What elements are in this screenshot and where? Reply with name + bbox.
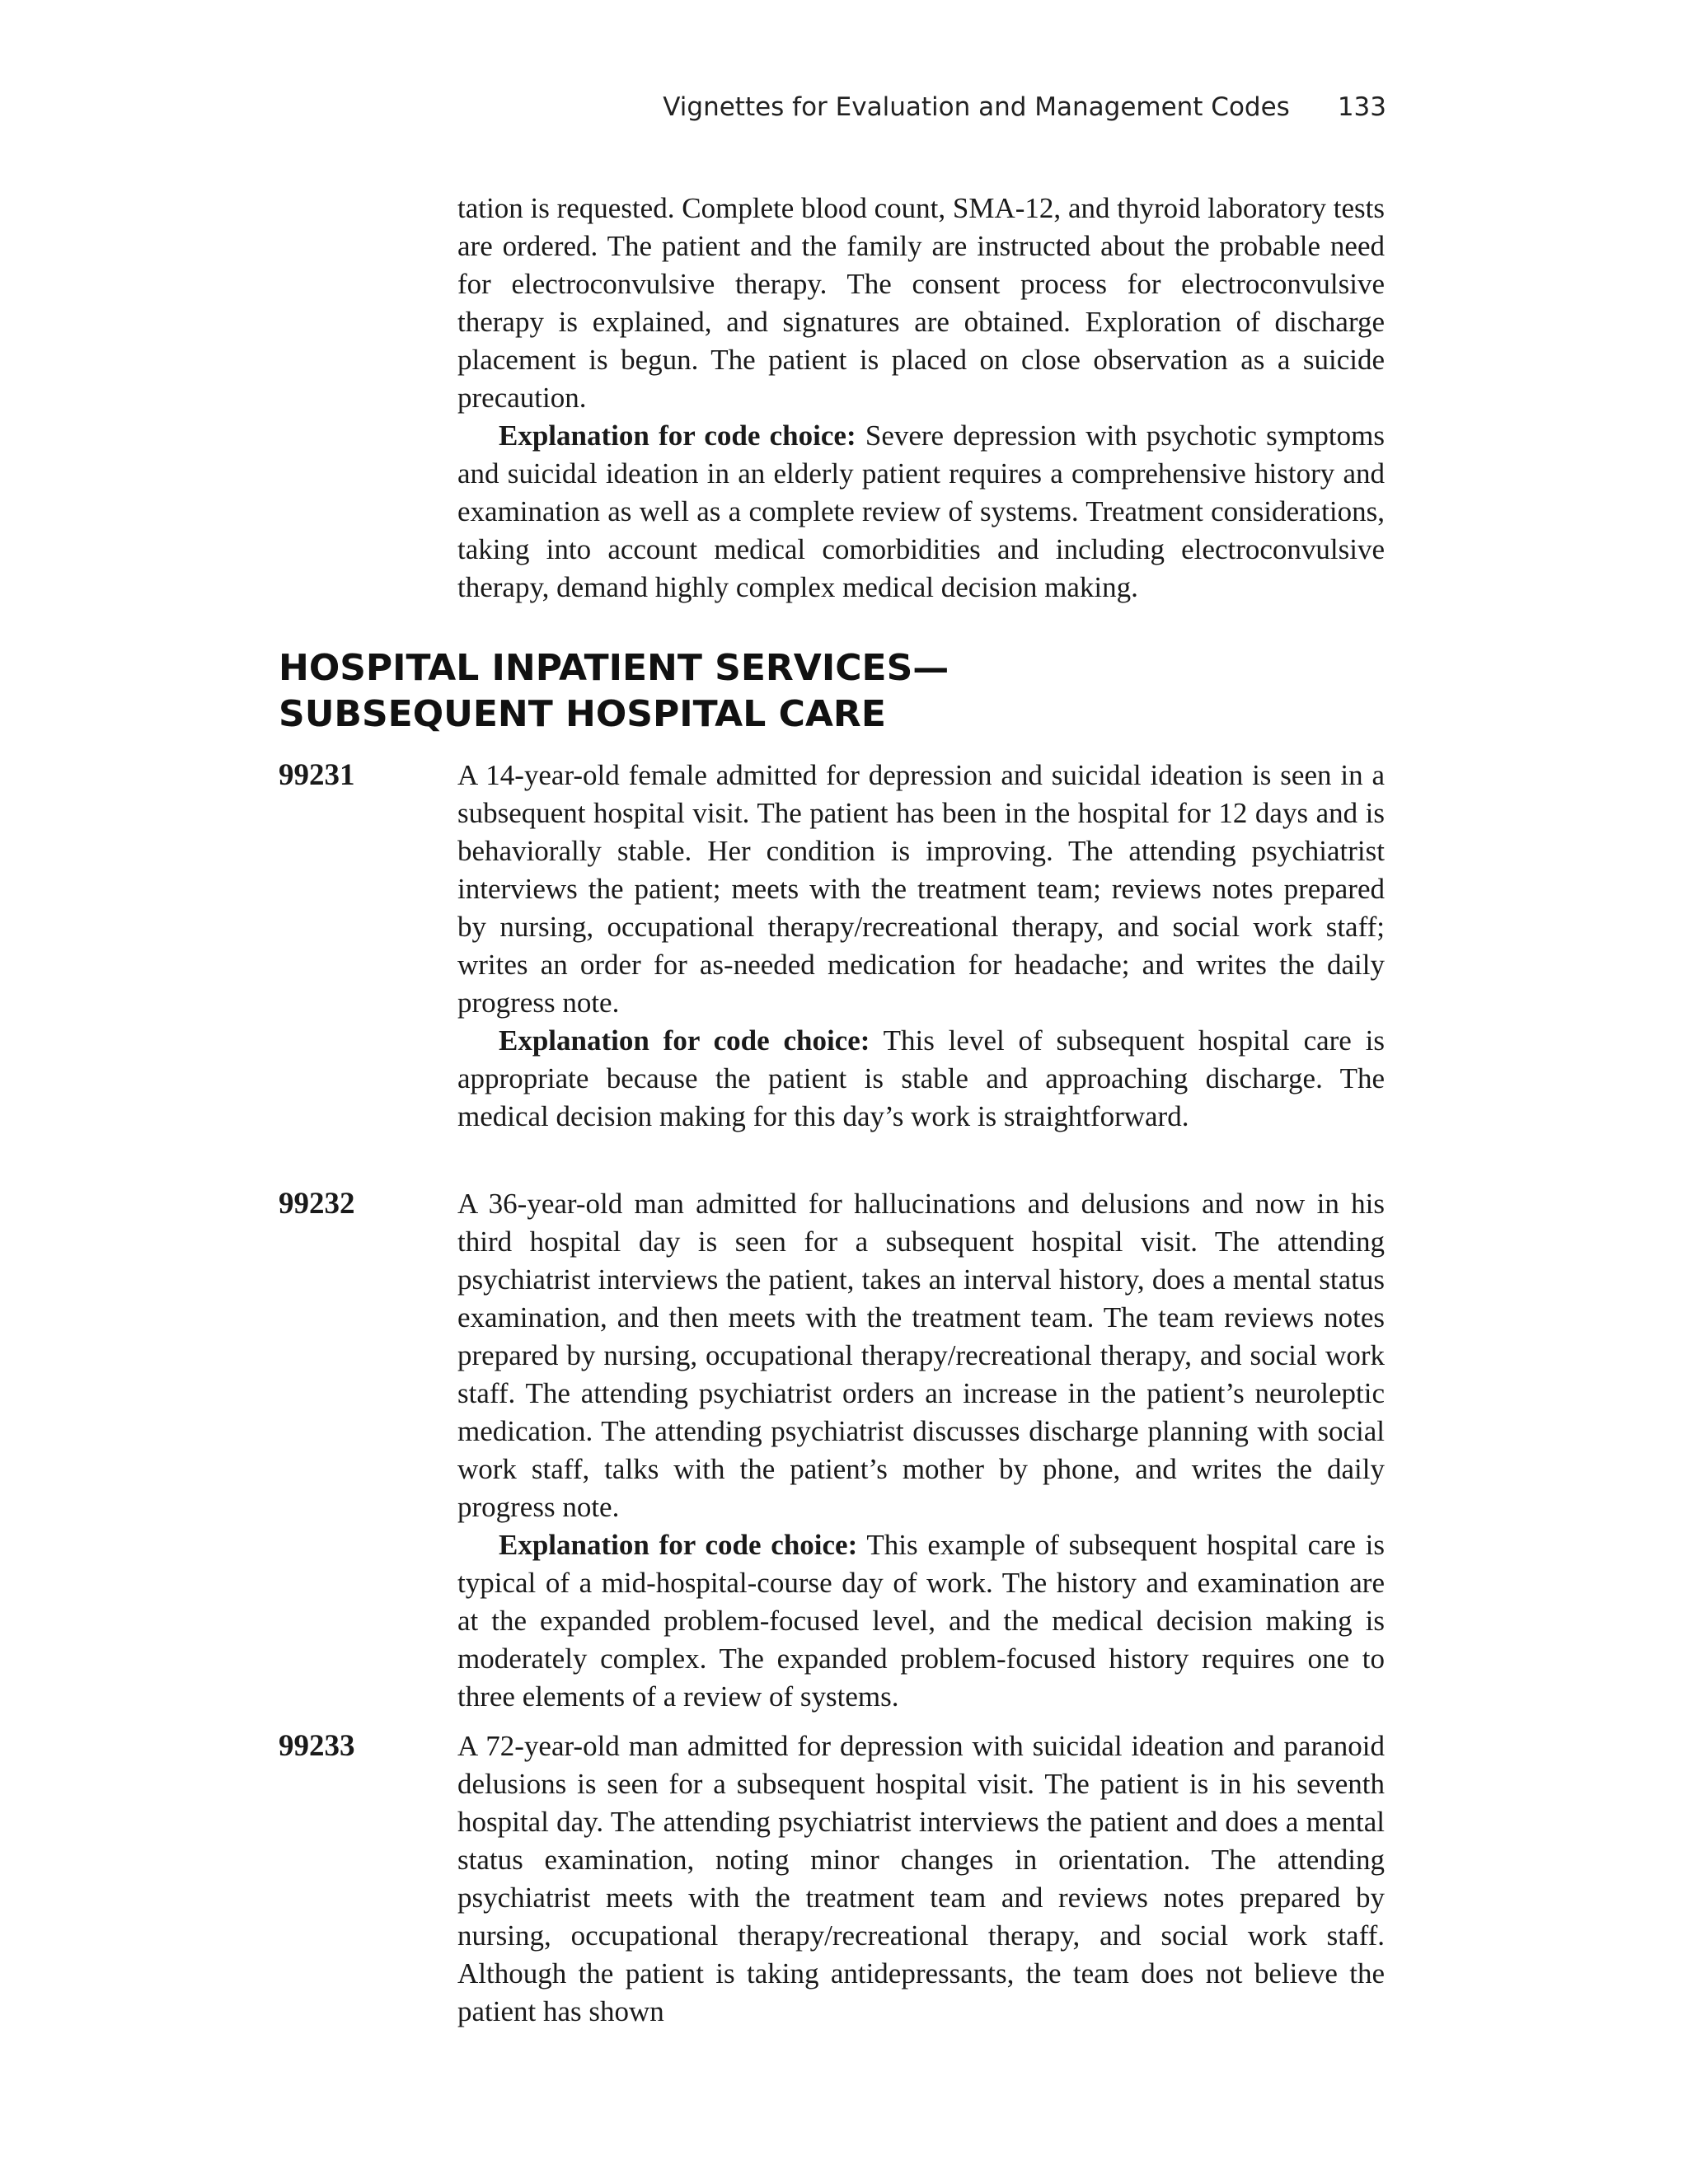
vignette-paragraph: A 36-year-old man admitted for hallucinations and delusions and now in his third hospital day is seen for a subsequent hospital visit. The attending psychiatrist interviews the patient, takes an interval history, does a mental status examination, and then meets with the treatment team. The team reviews notes prepared by nursing, occupational therapy/recreational therapy, and social work staff. The attending psychiatrist orders an increase in the patient’s neuroleptic medication. The attending psychiatrist discusses discharge planning with social work staff, talks with the patient’s mother by phone, and writes the daily progress note.: [457, 1188, 1385, 1523]
code-number: 99233: [279, 1729, 355, 1763]
page-number: 133: [1337, 92, 1386, 122]
section-heading: [279, 645, 949, 738]
explanation-label: Explanation for code choice:: [499, 1024, 870, 1057]
running-title: Vignettes for Evaluation and Management Codes: [663, 92, 1290, 122]
entry-text: [457, 757, 1385, 1136]
code-number: 99231: [279, 758, 355, 792]
entry-text: [457, 1185, 1385, 1716]
vignette-paragraph: A 72-year-old man admitted for depression with suicidal ideation and paranoid delusions is seen for a subsequent hospital visit. The patient is in his seventh hospital day. The attending psychiatrist interviews the patient and does a mental status examination, noting minor changes in orientation. The attending psychiatrist meets with the treatment team and reviews notes prepared by nursing, occupational therapy/recreational therapy, and social work staff. Although the patient is taking antidepressants, the team does not believe the patient has shown: [457, 1730, 1385, 2027]
continued-paragraph: tation is requested. Complete blood count, SMA-12, and thyroid laboratory tests are ordered. The patient and the family are instructed about the probable need for electroconvulsive therapy. The consent process for electroconvulsive therapy is explained, and signatures are obtained. Exploration of discharge placement is begun. The patient is placed on close observation as a suicide precaution.: [457, 192, 1385, 414]
explanation-text: This example of subsequent hospital care is typical of a mid-hospital-course day of work. The history and examination are at the expanded problem-focused level, and the medical decision making is moderately complex. The expanded problem-focused history requires one to three elements of a review of systems.: [457, 1529, 1385, 1713]
explanation-paragraph: [457, 1022, 1385, 1136]
continued-entry: [457, 190, 1385, 607]
explanation-text: This level of subsequent hospital care is appropriate because the patient is stable and approaching discharge. The medical decision making for this day’s work is straightforward.: [457, 1024, 1386, 1132]
entry-text: [457, 1727, 1385, 2031]
code-number: 99232: [279, 1187, 355, 1221]
section-heading-line-1: HOSPITAL INPATIENT SERVICES—: [279, 647, 950, 689]
explanation-label: Explanation for code choice:: [499, 419, 856, 452]
explanation-label: Explanation for code choice:: [499, 1529, 858, 1561]
explanation-paragraph: [457, 417, 1385, 607]
vignette-paragraph: A 14-year-old female admitted for depression and suicidal ideation is seen in a subsequent hospital visit. The patient has been in the hospital for 12 days and is behaviorally stable. Her condition is improving. The attending psychiatrist interviews the patient; meets with the treatment team; reviews notes prepared by nursing, occupational therapy/recreational therapy, and social work staff; writes an order for as-needed medication for headache; and writes the daily progress note.: [457, 759, 1385, 1019]
section-heading-line-2: SUBSEQUENT HOSPITAL CARE: [279, 693, 886, 735]
running-header: [0, 92, 1386, 122]
explanation-text: Severe depression with psychotic symptoms and suicidal ideation in an elderly patient requires a comprehensive history and examination as well as a complete review of systems. Treatment considerations, taking into account medical comorbidities and including electroconvulsive therapy, demand highly complex medical decision making.: [457, 419, 1386, 603]
explanation-paragraph: [457, 1526, 1385, 1716]
